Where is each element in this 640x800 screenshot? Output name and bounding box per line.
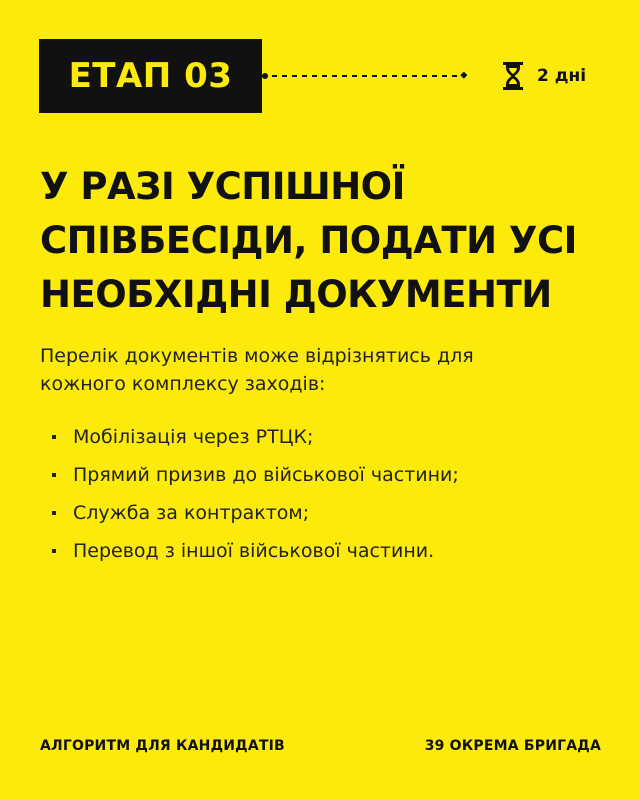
stage-label: ЕТАП 03: [68, 56, 233, 96]
bullet-icon: [52, 511, 56, 515]
list-item: [40, 418, 459, 456]
intro-line: Перелік документів може відрізнятись для: [40, 345, 474, 367]
list-item-text: Перевод з іншої військової частини.: [73, 540, 435, 562]
document-list: [40, 418, 459, 570]
list-item: [40, 532, 459, 570]
duration-indicator: [503, 60, 586, 92]
list-item: [40, 494, 459, 532]
duration-text: 2 дні: [537, 66, 587, 86]
bullet-icon: [52, 473, 56, 477]
list-item-text: Прямий призив до військової частини;: [73, 464, 459, 486]
page-title: [40, 160, 620, 322]
headline-line: НЕОБХІДНІ ДОКУМЕНТИ: [40, 273, 552, 316]
stage-connector-line: [262, 75, 470, 77]
footer-series-label: АЛГОРИТМ ДЛЯ КАНДИДАТІВ: [40, 738, 285, 754]
hourglass-icon: [503, 62, 523, 90]
intro-line: кожного комплексу заходів:: [40, 373, 326, 395]
list-item-text: Служба за контрактом;: [73, 502, 310, 524]
bullet-icon: [52, 435, 56, 439]
headline-line: СПІВБЕСІДИ, ПОДАТИ УСІ: [40, 219, 577, 262]
list-item: [40, 456, 459, 494]
stage-badge: [39, 39, 262, 113]
list-item-text: Мобілізація через РТЦК;: [73, 426, 314, 448]
dotted-line-icon: [262, 72, 470, 80]
footer-brigade-label: 39 ОКРЕМА БРИГАДА: [424, 738, 601, 754]
intro-text: [40, 342, 600, 398]
headline-line: У РАЗІ УСПІШНОЇ: [40, 165, 405, 208]
bullet-icon: [52, 549, 56, 553]
